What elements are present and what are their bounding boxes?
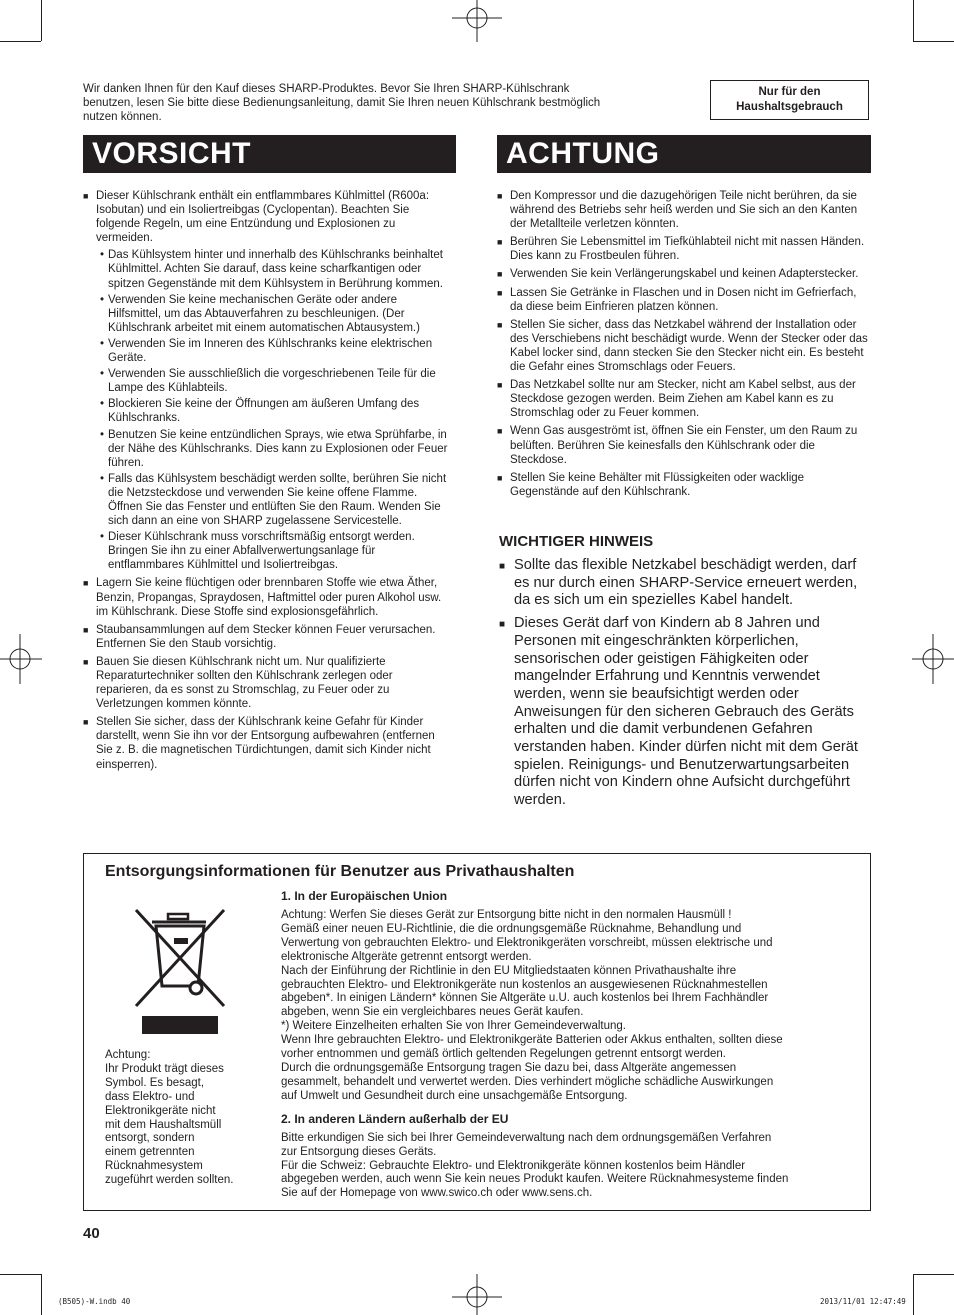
note-line: Ihr Produkt trägt dieses	[105, 1062, 224, 1075]
other-paragraph	[281, 1132, 866, 1202]
other-line: zur Entsorgung dieses Geräts.	[281, 1145, 437, 1158]
achtung-banner: ACHTUNG	[497, 135, 871, 173]
eu-heading: 1. In der Europäischen Union	[281, 889, 448, 903]
eu-line: gebrauchten Elektro- und Elektronikgeräte nun kostenlos an ausgewiesenen Rücknahmestellen	[281, 978, 768, 991]
footer-file-info: (B505)-W.indb 40	[58, 1297, 131, 1306]
vorsicht-item-text: Dieser Kühlschrank enthält ein entflammbares Kühlmittel (R600a: Isobutan) und ein Isoliertreibgas (Cyclopentan). Beachten Sie folgende Regeln, um eine Entzündung und Explosionen zu vermeiden.	[96, 190, 430, 245]
note-line: Elektronikgeräte nicht	[105, 1104, 216, 1117]
household-use-badge	[710, 80, 869, 120]
registration-mark-top	[446, 0, 508, 42]
other-line: Sie auf der Homepage von www.swico.ch oder www.sens.ch.	[281, 1187, 593, 1200]
note-line: Achtung:	[105, 1049, 151, 1061]
note-line: entsorgt, sondern	[105, 1132, 195, 1145]
other-heading: 2. In anderen Ländern außerhalb der EU	[281, 1111, 509, 1126]
note-line: Symbol. Es besagt,	[105, 1076, 205, 1089]
vorsicht-list	[83, 189, 451, 776]
vorsicht-item: ■ Lagern Sie keine flüchtigen oder brennbaren Stoffe wie etwa Äther, Benzin, Propangas, Spraydosen, Haftmittel oder puren Alkohol usw. im Kühlschrank. Diese Stoffe sind explosionsgefährlich.	[83, 576, 451, 618]
achtung-item: ■ Den Kompressor und die dazugehörigen Teile nicht berühren, da sie während des Betriebs sehr heiß werden und Sie sich an den Kanten der Metallteile verletzen könnten.	[497, 189, 871, 231]
achtung-item: ■ Stellen Sie sicher, dass das Netzkabel während der Installation oder des Verschiebens nicht beschädigt wurde. Wenn der Stecker oder das Kabel locker sind, dann stecken Sie den Stecker nicht ein. Es besteht die Gefahr eines Stromschlags oder Feuers.	[497, 318, 871, 374]
intro-line: nutzen können.	[83, 111, 162, 124]
note-line: Rücknahmesystem	[105, 1160, 203, 1173]
eu-paragraph	[281, 909, 866, 1104]
note-line: einem getrennten	[105, 1146, 195, 1159]
other-line: Für die Schweiz: Gebrauchte Elektro- und Elektronikgeräte können kostenlos beim Händler	[281, 1159, 746, 1172]
disposal-box	[83, 853, 871, 1211]
hinweis-heading: WICHTIGER HINWEIS	[499, 533, 654, 550]
vorsicht-item: ■ Bauen Sie diesen Kühlschrank nicht um. Nur qualifizierte Reparaturtechniker sollten den Kühlschrank zerlegen oder reparieren, da es sonst zu Stromschlag, zu Feuer oder zu Verletzungen kommen könnte.	[83, 655, 451, 711]
vorsicht-subitem: • Falls das Kühlsystem beschädigt werden sollte, berühren Sie nicht die Netzsteckdose und verwenden Sie keine offene Flamme. Öffnen Sie das Fenster und entlüften Sie den Raum. Wenden Sie sich dann an eine von SHARP zugelassene Servicestelle.	[100, 472, 451, 528]
note-line: mit dem Haushaltsmüll	[105, 1118, 222, 1131]
eu-line: gesammelt, behandelt und verwertet werden. Dies verhindert mögliche schädliche Auswirkungen	[281, 1075, 774, 1088]
eu-line: abgeben*. In einigen Ländern* können Sie Altgeräte u.U. auch kostenlos bei Ihrem Fachhändler	[281, 992, 769, 1005]
vorsicht-subitem: • Verwenden Sie keine mechanischen Geräte oder andere Hilfsmittel, um das Abtauverfahren zu beschleunigen. (Der Kühlschrank arbeitet mit einem automatischen Abtausystem.)	[100, 293, 451, 335]
vorsicht-item: ■ Staubansammlungen auf dem Stecker können Feuer verursachen. Entfernen Sie den Staub vorsichtig.	[83, 623, 451, 651]
eu-line: Wenn Ihre gebrauchten Elektro- und Elektronikgeräte Batterien oder Akkus enthalten, sollten diese	[281, 1034, 783, 1047]
intro-line: benutzen, lesen Sie bitte diese Bedienungsanleitung, damit Sie Ihren neuen Kühlschrank bestmöglich	[83, 97, 601, 110]
note-line: zugeführt werden sollten.	[105, 1174, 234, 1187]
eu-line: Nach der Einführung der Richtlinie in den EU Mitgliedstaaten können Privathaushalte ihre	[281, 964, 737, 977]
vorsicht-subitem: • Verwenden Sie im Inneren des Kühlschranks keine elektrischen Geräte.	[100, 337, 451, 365]
achtung-item: ■ Lassen Sie Getränke in Flaschen und in Dosen nicht im Gefrierfach, da diese beim Einfrieren platzen können.	[497, 286, 871, 314]
eu-line: Gemäß einer neuen EU-Richtlinie, die die ordnungsgemäße Rücknahme, Behandlung und	[281, 922, 742, 935]
hinweis-item: ■ Dieses Gerät darf von Kindern ab 8 Jahren und Personen mit eingeschränkten körperlichen, sensorischen oder geistigen Fähigkeiten oder mangelnder Erfahrung und Kenntnis verwendet werden, wenn sie beaufsichtigt werden oder Anweisungen für den sicheren Gebrauch des Geräts erhalten und die damit verbundenen Gefahren verstanden haben. Kinder dürfen nicht mit dem Gerät spielen. Reinigungs- und Benutzerwartungsarbeiten dürfen nicht von Kindern ohne Aufsicht durchgeführt werden.	[499, 615, 871, 810]
vorsicht-subitem: • Benutzen Sie keine entzündlichen Sprays, wie etwa Sprühfarbe, in der Nähe des Kühlschranks. Dies kann zu Explosionen oder Feuer führen.	[100, 428, 451, 470]
eu-line: abgeben, wenn Sie ein vergleichbares neues Gerät kaufen.	[281, 1006, 584, 1019]
vorsicht-subitem: • Blockieren Sie keine der Öffnungen am äußeren Umfang des Kühlschranks.	[100, 397, 451, 425]
other-line: Bitte erkundigen Sie sich bei Ihrer Gemeindeverwaltung nach dem ordnungsgemäßen Verfahren	[281, 1131, 772, 1144]
other-line: abgegeben werden, auch wenn Sie kein neues Produkt kaufen. Weitere Rücknahmesysteme finden	[281, 1173, 789, 1186]
vorsicht-item: ■ Stellen Sie sicher, dass der Kühlschrank keine Gefahr für Kinder darstellt, wenn Sie ihn vor der Entsorgung aufbewahren (entfernen Sie z. B. die magnetischen Türdichtungen, damit sich Kinder nicht einsperren).	[83, 715, 451, 771]
eu-line: *) Weitere Einzelheiten erhalten Sie von Ihrer Gemeindeverwaltung.	[281, 1020, 626, 1033]
footer-timestamp: 2013/11/01 12:47:49	[820, 1297, 906, 1306]
achtung-list	[497, 189, 871, 503]
vorsicht-sublist	[100, 248, 451, 572]
hinweis-list	[499, 557, 871, 815]
note-line: dass Elektro- und	[105, 1090, 195, 1103]
badge-line: Nur für den	[758, 86, 821, 98]
eu-line: auf Umwelt und Gesundheit durch eine unsachgemäße Entsorgung.	[281, 1089, 628, 1102]
achtung-item: ■ Wenn Gas ausgeströmt ist, öffnen Sie ein Fenster, um den Raum zu belüften. Berühren Sie keinesfalls den Kühlschrank oder die Steckdose.	[497, 424, 871, 466]
disposal-text	[281, 889, 866, 1201]
page-number: 40	[83, 1225, 100, 1242]
intro-line: Wir danken Ihnen für den Kauf dieses SHARP-Produktes. Bevor Sie Ihren SHARP-Kühlschrank	[83, 83, 570, 95]
eu-line: vorher entnommen und gemäß örtlich geltenden Regelungen getrennt entsorgt werden.	[281, 1048, 726, 1061]
vorsicht-item	[83, 189, 451, 572]
eu-line: Durch die ordnungsgemäße Entsorgung tragen Sie dazu bei, dass Altgeräte angemessen	[281, 1061, 737, 1074]
eu-line: elektronische Altgeräte getrennt entsorgt werden.	[281, 950, 532, 963]
eu-line: Achtung: Werfen Sie dieses Gerät zur Entsorgung bitte nicht in den normalen Hausmüll !	[281, 909, 732, 921]
vorsicht-banner: VORSICHT	[83, 135, 456, 173]
achtung-item: ■ Verwenden Sie kein Verlängerungskabel und keinen Adapterstecker.	[497, 267, 871, 281]
intro-text	[83, 82, 683, 125]
achtung-item: ■ Stellen Sie keine Behälter mit Flüssigkeiten oder wacklige Gegenstände auf den Kühlschrank.	[497, 471, 871, 499]
registration-mark-bottom	[446, 1274, 508, 1315]
vorsicht-subitem: • Dieser Kühlschrank muss vorschriftsmäßig entsorgt werden. Bringen Sie ihn zu einer Abfallverwertungsanlage für entflammbares Kühlmittel und Isoliertreibgas.	[100, 530, 451, 572]
vorsicht-subitem: • Verwenden Sie ausschließlich die vorgeschriebenen Teile für die Lampe des Kühlabteils.	[100, 367, 451, 395]
badge-line: Haushaltsgebrauch	[736, 101, 843, 113]
achtung-item: ■ Das Netzkabel sollte nur am Stecker, nicht am Kabel selbst, aus der Steckdose gezogen werden. Beim Ziehen am Kabel kann es zu Stromschlag oder zu Feuer kommen.	[497, 378, 871, 420]
hinweis-item: ■ Sollte das flexible Netzkabel beschädigt werden, darf es nur durch einen SHARP-Service erneuert werden, da es sich um ein spezielles Kabel handelt.	[499, 557, 871, 610]
registration-mark-right	[912, 628, 954, 690]
eu-line: Verwertung von gebrauchten Elektro- und Elektronikgeräten vorschreibt, müssen elektrische und	[281, 936, 773, 949]
disposal-title: Entsorgungsinformationen für Benutzer aus Privathaushalten	[105, 863, 575, 880]
achtung-item: ■ Berühren Sie Lebensmittel im Tiefkühlabteil nicht mit nassen Händen. Dies kann zu Frostbeulen führen.	[497, 235, 871, 263]
vorsicht-subitem: • Das Kühlsystem hinter und innerhalb des Kühlschranks beinhaltet Kühlmittel. Achten Sie darauf, dass keine scharfkantigen oder spitzen Gegenstände mit dem Kühlsystem in Berührung kommen.	[100, 248, 451, 290]
registration-mark-left	[0, 628, 42, 690]
crossed-out-wheelie-bin-icon	[134, 906, 226, 1034]
symbol-note	[105, 1049, 234, 1188]
